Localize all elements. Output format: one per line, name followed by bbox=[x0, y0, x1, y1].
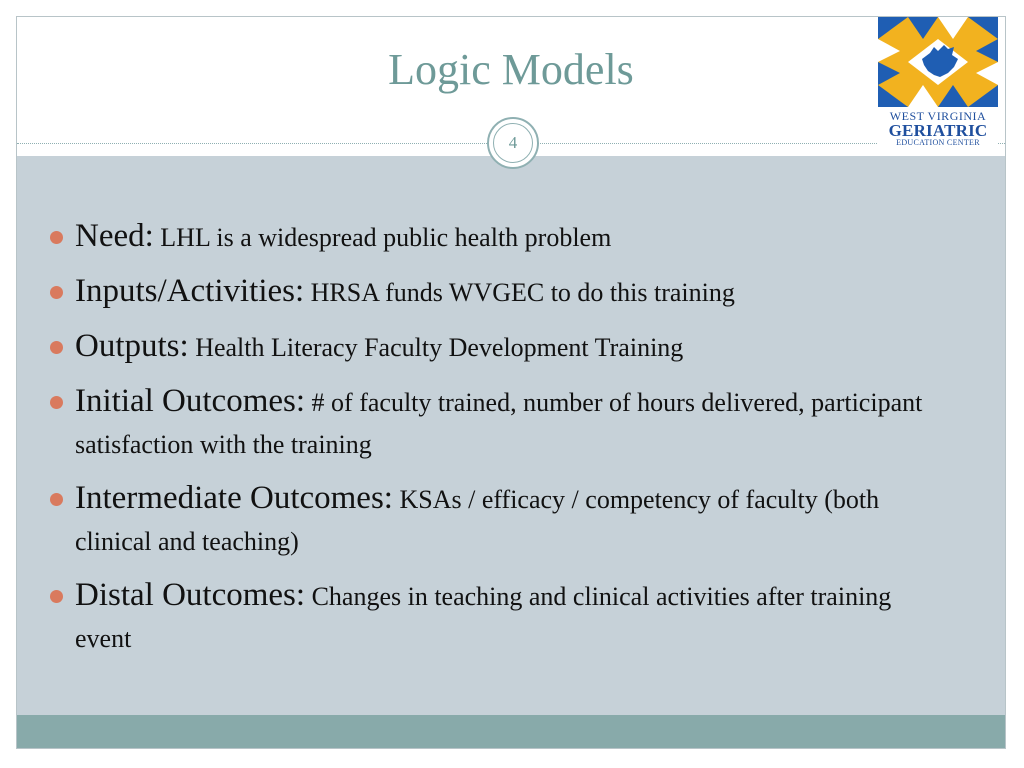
bullet-dot-icon bbox=[50, 341, 63, 354]
bullet-lead: Distal Outcomes: bbox=[75, 577, 306, 613]
bullet-item bbox=[50, 574, 950, 660]
bullet-text: LHL is a widespread public health problem bbox=[160, 223, 612, 252]
bullet-item bbox=[50, 270, 950, 314]
bullet-item bbox=[50, 325, 950, 369]
footer-bar bbox=[17, 715, 1005, 748]
logo-text-geriatric: GERIATRIC bbox=[888, 121, 988, 140]
bullet-item bbox=[50, 215, 950, 259]
bullet-text: HRSA funds WVGEC to do this training bbox=[310, 278, 735, 307]
bullet-item bbox=[50, 380, 950, 466]
bullet-dot-icon bbox=[50, 590, 63, 603]
bullet-text: Changes in teaching and clinical activities after training event bbox=[75, 582, 892, 653]
bullet-dot-icon bbox=[50, 396, 63, 409]
logo-text-west-virginia: WEST VIRGINIA bbox=[889, 109, 987, 123]
bullet-text: KSAs / efficacy / competency of faculty (both clinical and teaching) bbox=[75, 485, 880, 556]
quilt-star-icon bbox=[878, 17, 998, 107]
slide-title: Logic Models bbox=[388, 45, 634, 94]
bullet-lead: Outputs: bbox=[75, 328, 189, 364]
bullet-dot-icon bbox=[50, 286, 63, 299]
bullet-dot-icon bbox=[50, 231, 63, 244]
logo-text-education-center: EDUCATION CENTER bbox=[896, 138, 980, 147]
bullet-text: Health Literacy Faculty Development Training bbox=[195, 333, 684, 362]
bullet-lead: Initial Outcomes: bbox=[75, 383, 306, 419]
page-number-badge bbox=[487, 117, 539, 169]
bullet-dot-icon bbox=[50, 493, 63, 506]
bullet-lead: Need: bbox=[75, 218, 154, 254]
bullet-list bbox=[50, 215, 950, 671]
bullet-lead: Intermediate Outcomes: bbox=[75, 480, 393, 516]
bullet-item bbox=[50, 477, 950, 563]
bullet-text: # of faculty trained, number of hours delivered, participant satisfaction with the training bbox=[75, 388, 923, 459]
page-number: 4 bbox=[493, 123, 533, 163]
wvgec-logo bbox=[878, 17, 998, 147]
bullet-lead: Inputs/Activities: bbox=[75, 273, 305, 309]
